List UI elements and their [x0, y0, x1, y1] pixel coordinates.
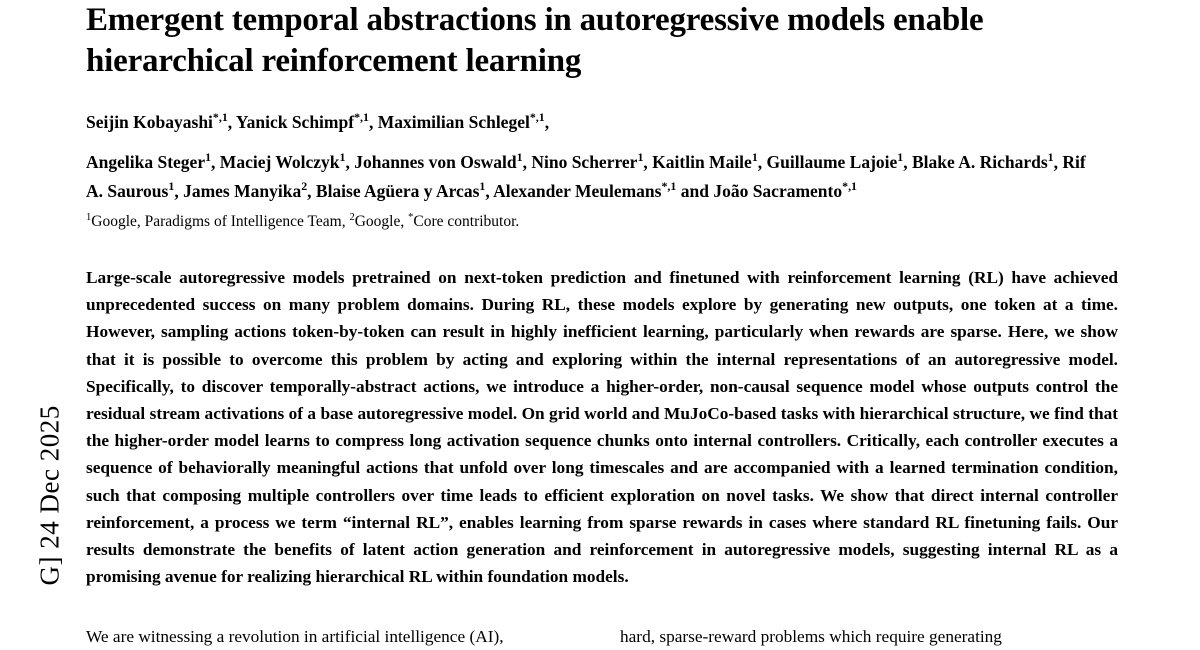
abstract-text: Large-scale autoregressive models pretrained on next-token prediction and finetuned with reinforcement learning (RL) have achieved unprecedented success on many problem domains. During RL, these models explore by generating new outputs, one token at a time. However, sampling actions token-by-token can result in highly inefficient learning, particularly when rewards are sparse. Here, we show that it is possible to overcome this problem by acting and exploring within the internal representations of an autoregressive model. Specifically, to discover temporally-abstract actions, we introduce a higher-order, non-causal sequence model whose outputs control the residual stream activations of a base autoregressive model. On grid world and MuJoCo-based tasks with hierarchical structure, we find that the higher-order model learns to compress long activation sequence chunks onto internal controllers. Critically, each controller executes a sequence of behaviorally meaningful actions that unfold over long timescales and are accompanied with a learned termination condition, such that composing multiple controllers over time leads to efficient exploration on novel tasks. We show that direct internal controller reinforcement, a process we term “internal RL”, enables learning from sparse rewards in cases where standard RL finetuning fails. Our results demonstrate the benefits of latent action generation and reinforcement in autoregressive models, suggesting internal RL as a promising avenue for realizing hierarchical RL within foundation models.	[86, 268, 1119, 587]
author-line-primary: Seijin Kobayashi$^{*,1}$, Yanick Schimpf$^{*,1}$, Maximilian Schlegel$^{*,1}$,	[86, 110, 550, 132]
arxiv-stamp	[0, 0, 70, 648]
body-column-left: We are witnessing a revolution in artificial intelligence (AI),	[86, 627, 504, 647]
author-block	[86, 108, 1086, 232]
paper-page	[86, 0, 1122, 650]
body-column-right: hard, sparse-reward problems which require generating	[620, 627, 1002, 647]
affiliation-note: $^1$Google, Paradigms of Intelligence Team, $^2$Google, *Core contributor.	[86, 211, 520, 230]
arxiv-stamp-text: G] 24 Dec 2025	[34, 405, 65, 586]
body-columns	[86, 623, 1118, 650]
page-title: Emergent temporal abstractions in autoregressive models enable hierarchical reinforcement learning	[86, 2, 984, 79]
author-line-secondary: Angelika Steger$^1$, Maciej Wolczyk$^1$, Johannes von Oswald$^1$, Nino Scherrer$^1$, Kaitlin Maile$^1$, Guillaume Lajoie$^1$, Blake A. Richards$^1$, Rif A. Saurous$^1$, James Manyika$^2$, Blaise Agüera y Arcas$^1$, Alexander Meulemans$^{*,1}$ and João Sacramento$^{*,1}$	[86, 150, 1086, 201]
